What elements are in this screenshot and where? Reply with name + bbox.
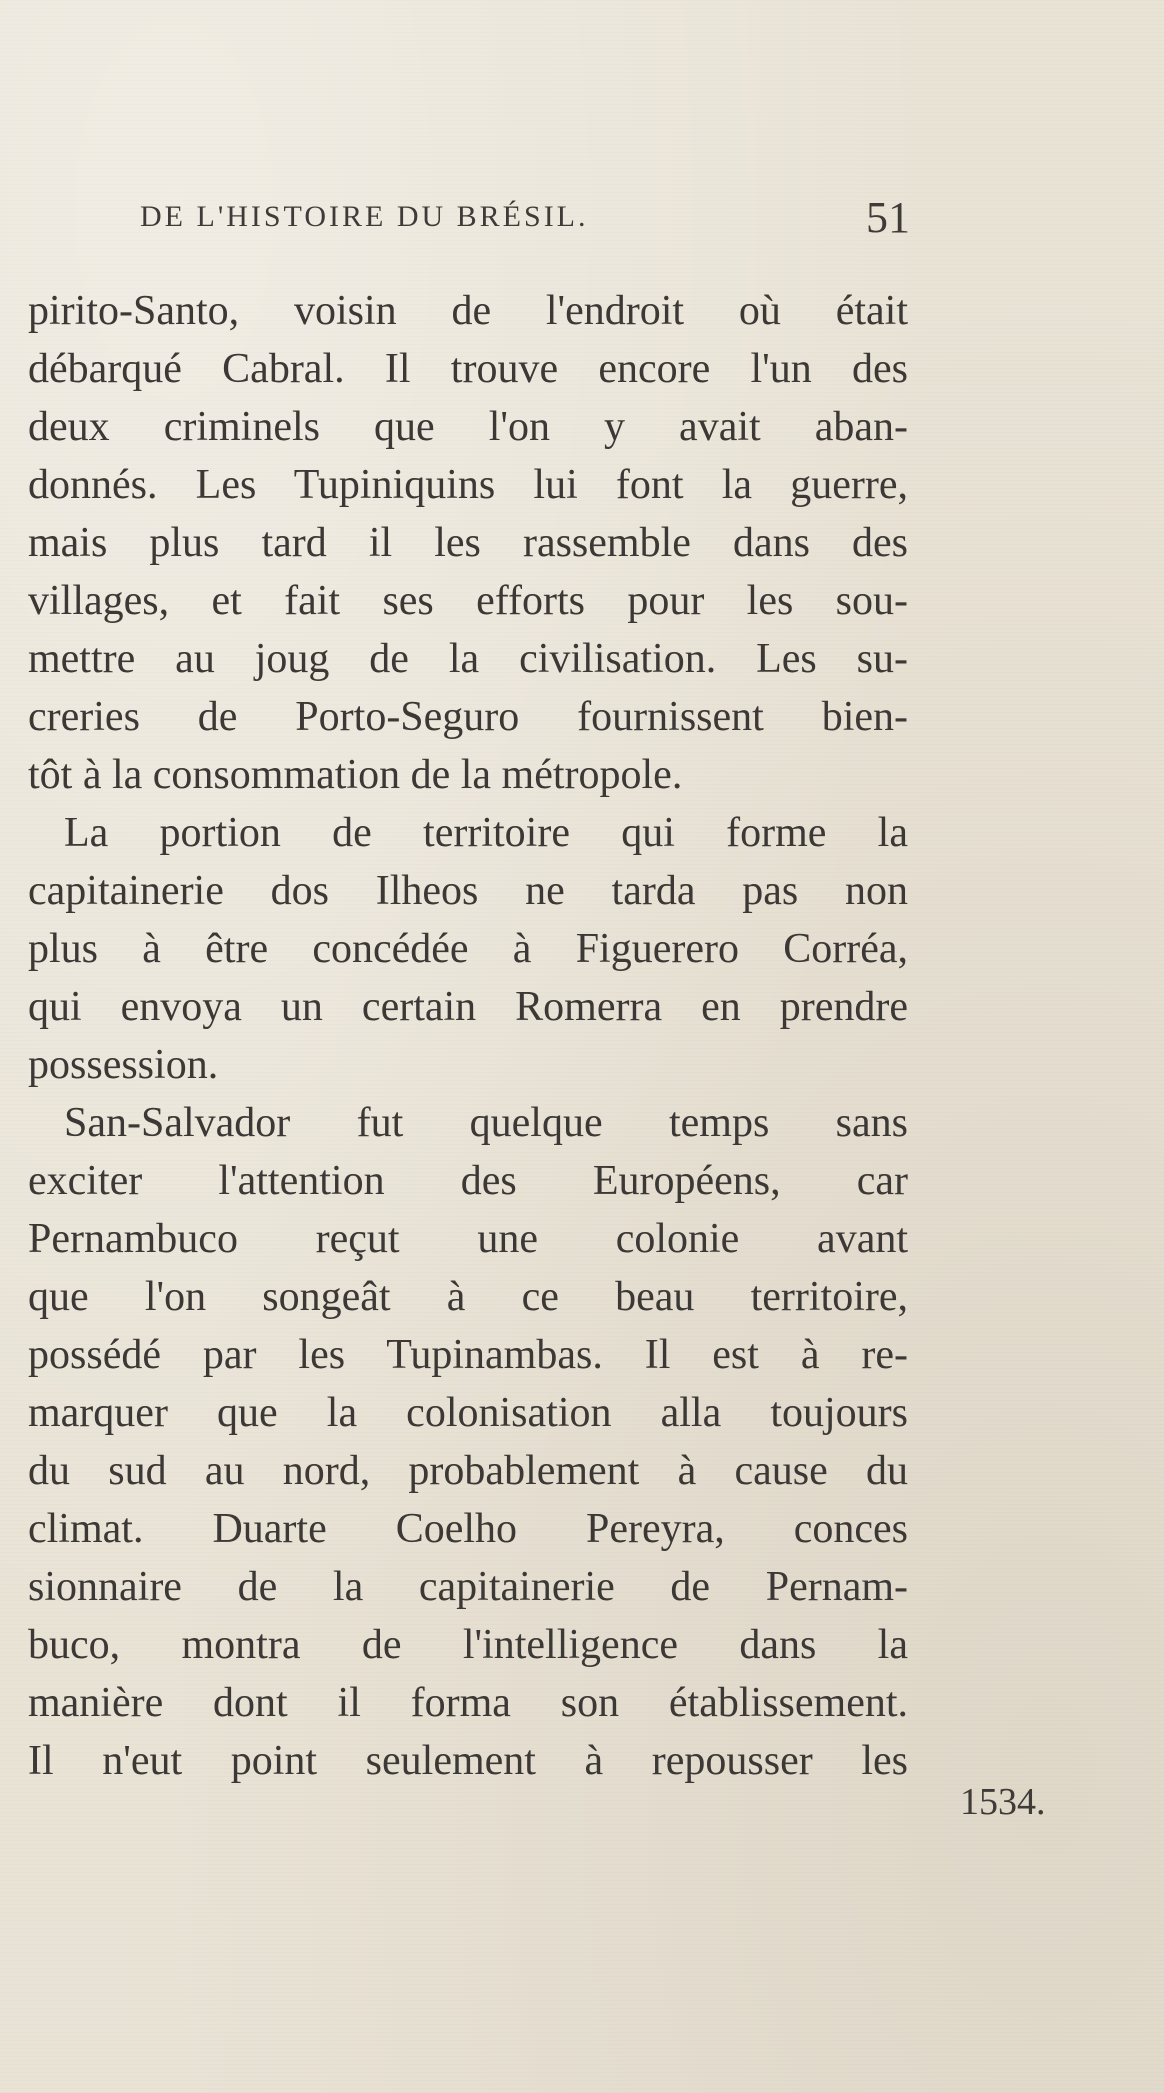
- margin-date-note: 1534.: [960, 1781, 1046, 1823]
- running-title: DE L'HISTOIRE DU BRÉSIL.: [140, 200, 589, 233]
- text-line: manière dont il forma son établissement.: [28, 1680, 908, 1726]
- text-line: donnés. Les Tupiniquins lui font la guerre,: [28, 462, 908, 508]
- text-line: mais plus tard il les rassemble dans des: [28, 520, 908, 566]
- text-line: possession.: [28, 1042, 219, 1088]
- text-line: mettre au joug de la civilisation. Les su-: [28, 636, 908, 682]
- text-line: exciter l'attention des Européens, car: [28, 1158, 908, 1204]
- text-line: buco, montra de l'intelligence dans la: [28, 1622, 908, 1668]
- text-line: pirito-Santo, voisin de l'endroit où était: [28, 288, 908, 334]
- text-line: sionnaire de la capitainerie de Pernam-: [28, 1564, 908, 1610]
- text-line: tôt à la consommation de la métropole.: [28, 752, 683, 798]
- text-line: du sud au nord, probablement à cause du: [28, 1448, 908, 1494]
- text-line: capitainerie dos Ilheos ne tarda pas non: [28, 868, 908, 914]
- text-line: villages, et fait ses efforts pour les sou-: [28, 578, 908, 624]
- text-line: deux criminels que l'on y avait aban-: [28, 404, 908, 450]
- paragraph-first-line: La portion de territoire qui forme la: [64, 810, 908, 856]
- running-head: [120, 193, 910, 252]
- text-line: climat. Duarte Coelho Pereyra, conces: [28, 1506, 908, 1552]
- text-line: creries de Porto-Seguro fournissent bien-: [28, 694, 908, 740]
- text-line: marquer que la colonisation alla toujours: [28, 1390, 908, 1436]
- text-line: Pernambuco reçut une colonie avant: [28, 1216, 908, 1262]
- text-line: débarqué Cabral. Il trouve encore l'un des: [28, 346, 908, 392]
- text-line: Il n'eut point seulement à repousser les: [28, 1738, 908, 1784]
- page-number: 51: [866, 193, 910, 242]
- text-line: que l'on songeât à ce beau territoire,: [28, 1274, 908, 1320]
- paragraph-first-line: San-Salvador fut quelque temps sans: [64, 1100, 908, 1146]
- text-line: plus à être concédée à Figuerero Corréa,: [28, 926, 908, 972]
- body-text: [28, 282, 908, 1790]
- text-line: qui envoya un certain Romerra en prendre: [28, 984, 908, 1030]
- text-line: possédé par les Tupinambas. Il est à re-: [28, 1332, 908, 1378]
